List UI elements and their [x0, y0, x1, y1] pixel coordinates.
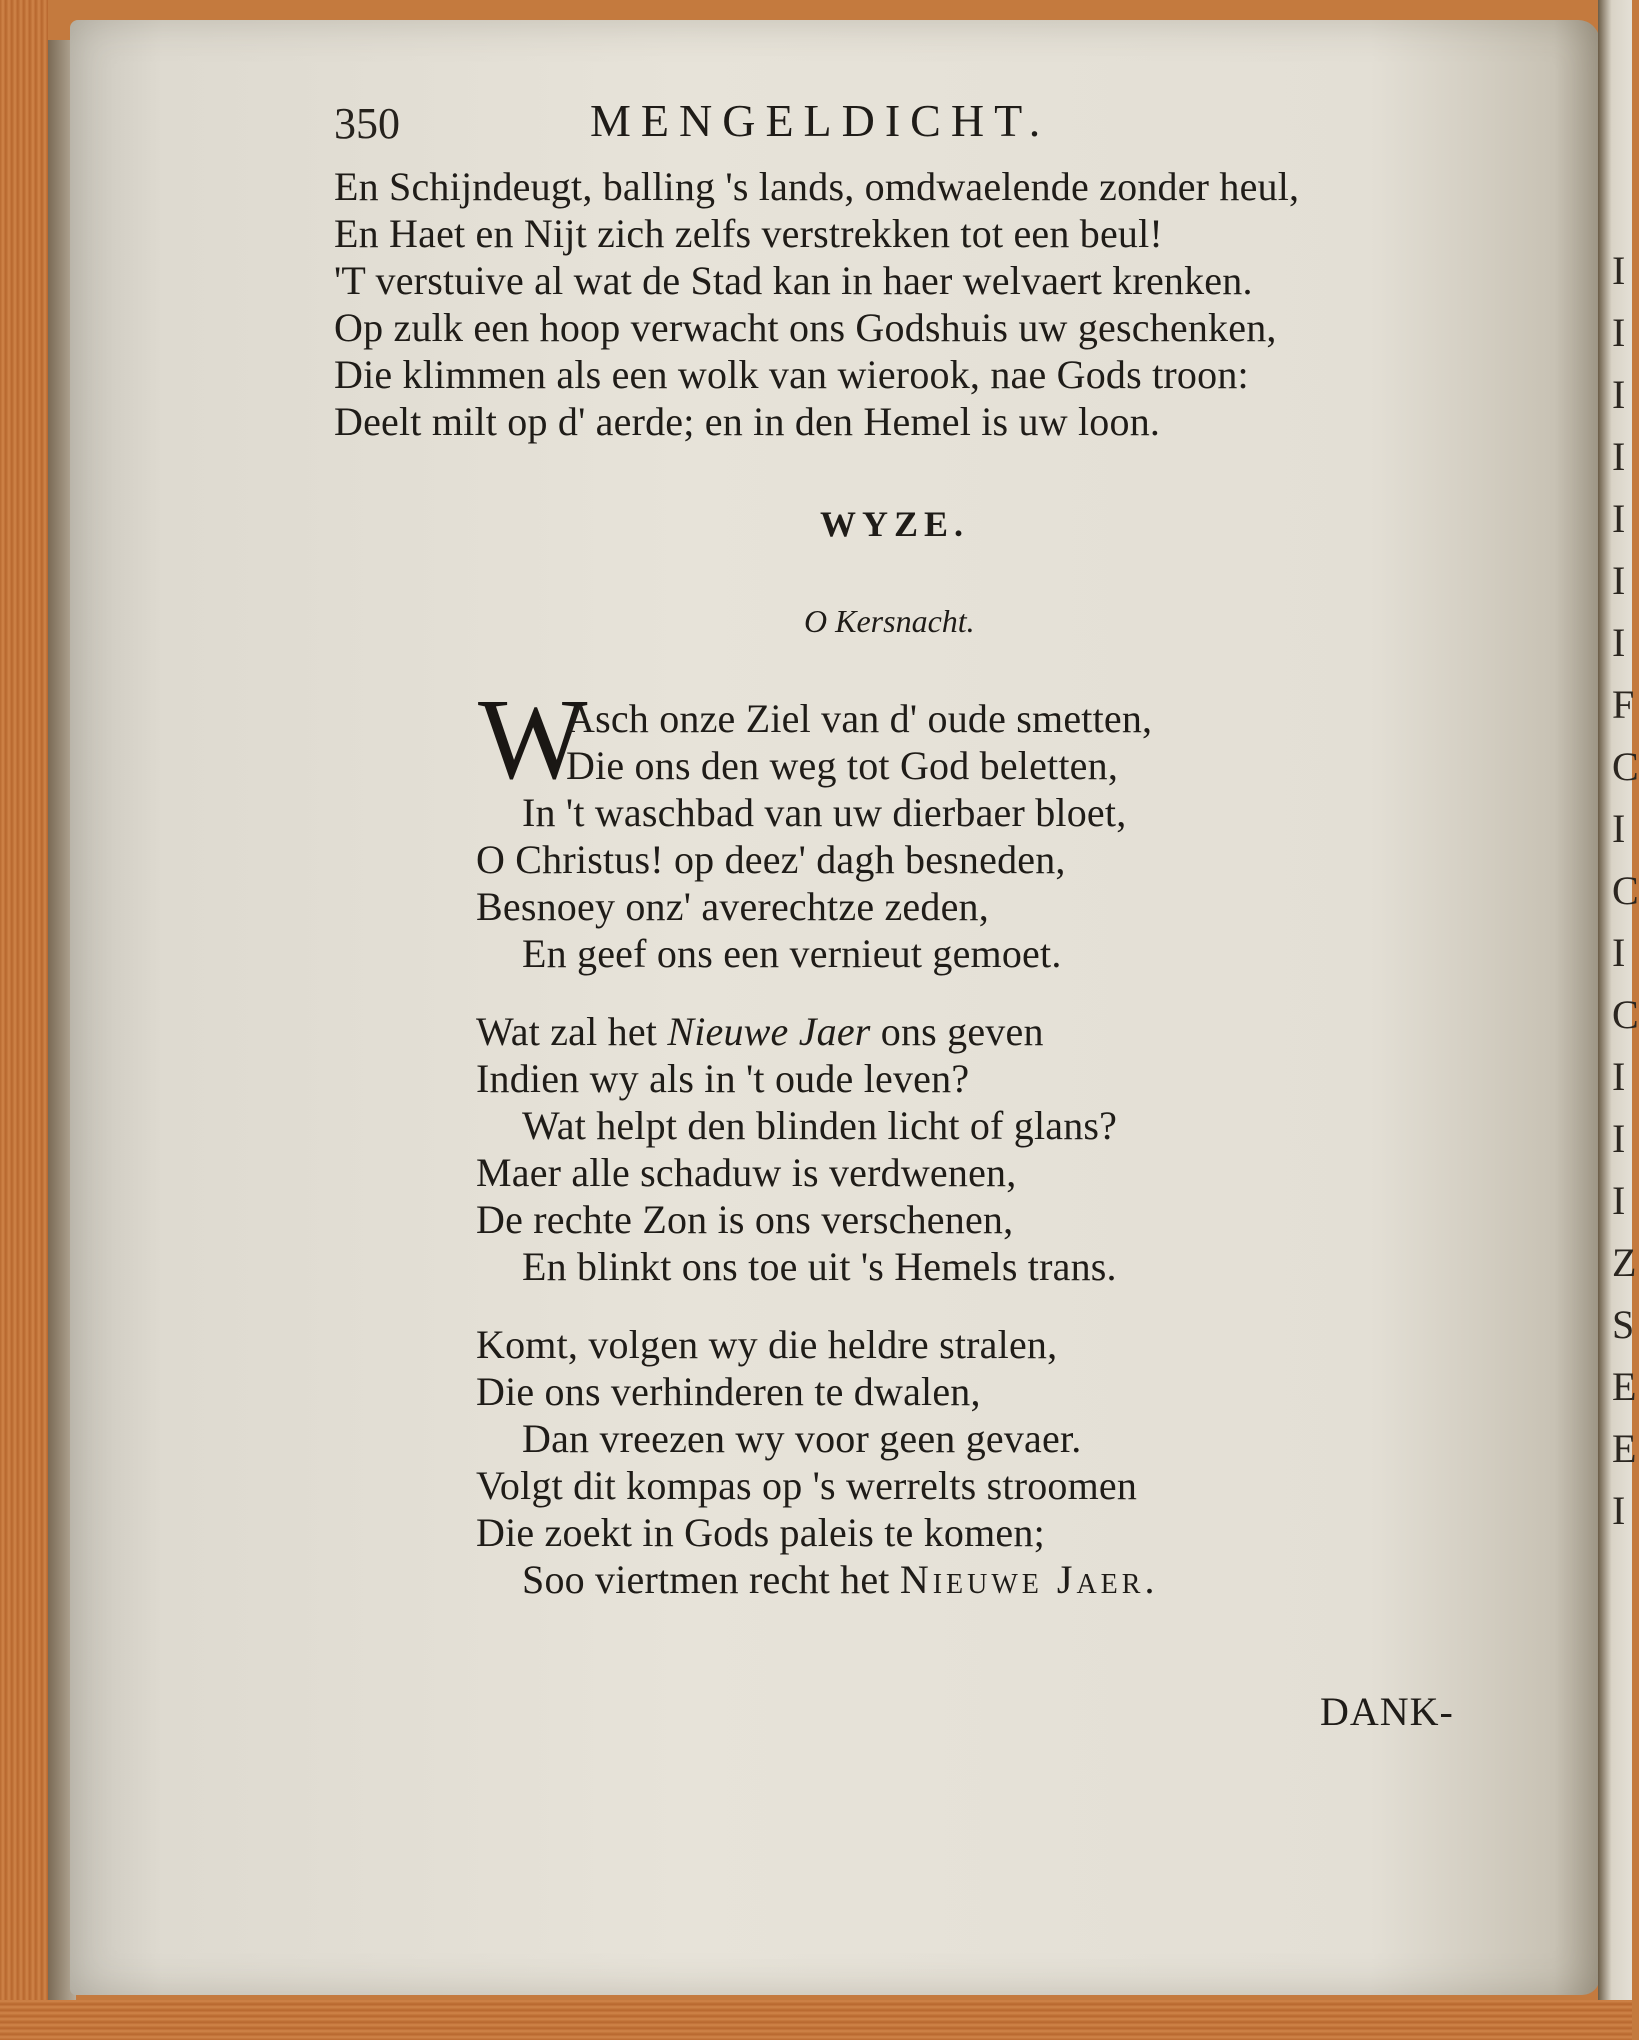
verse-line: De rechte Zon is ons verschenen,: [476, 1197, 1014, 1242]
prose-line: Op zulk een hoop verwacht ons Godshuis uw geschenken,: [334, 305, 1277, 350]
edge-letter: E: [1612, 1364, 1637, 1409]
verse-line: In 't waschbad van uw dierbaer bloet,: [522, 790, 1127, 835]
prose-line: Deelt milt op d' aerde; en in den Hemel is uw loon.: [334, 399, 1161, 444]
edge-letter: I: [1612, 1178, 1626, 1223]
running-title: MENGELDICHT.: [590, 95, 1051, 146]
edge-letter: I: [1612, 248, 1626, 293]
edge-letter: C: [1612, 868, 1639, 913]
verse-line: Die zoekt in Gods paleis te komen;: [476, 1510, 1045, 1555]
verse-line: Asch onze Ziel van d' oude smetten,: [566, 696, 1153, 741]
small-caps-title: Nieuwe Jaer.: [899, 1557, 1159, 1602]
prose-line: En Haet en Nijt zich zelfs verstrekken tot een beul!: [334, 211, 1163, 256]
verse-text: ons geven: [870, 1009, 1044, 1054]
verse-line: Wat helpt den blinden licht of glans?: [522, 1103, 1118, 1148]
edge-letter: I: [1612, 1488, 1626, 1533]
verse-line: Maer alle schaduw is verdwenen,: [476, 1150, 1017, 1195]
italic-title: Nieuwe Jaer: [667, 1009, 871, 1054]
verse-line: O Christus! op deez' dagh besneden,: [476, 837, 1066, 882]
verse-line: [522, 1556, 1158, 1603]
edge-letter: I: [1612, 1116, 1626, 1161]
edge-letter: I: [1612, 372, 1626, 417]
verse-line: Dan vreezen wy voor geen gevaer.: [522, 1416, 1082, 1461]
verse-line: Die ons den weg tot God beletten,: [566, 743, 1119, 788]
edge-letter: I: [1612, 930, 1626, 975]
page-number: 350: [334, 99, 400, 148]
verse-line: Besnoey onz' averechtze zeden,: [476, 884, 989, 929]
edge-letter: I: [1612, 620, 1626, 665]
verse-line: Indien wy als in 't oude leven?: [476, 1056, 970, 1101]
edge-letter: E: [1612, 1426, 1637, 1471]
drop-cap: W: [478, 676, 588, 804]
edge-letter: I: [1612, 434, 1626, 479]
catchword: DANK-: [1320, 1689, 1454, 1734]
edge-letter: I: [1612, 310, 1626, 355]
verse-line: En geef ons een vernieut gemoet.: [522, 931, 1062, 976]
edge-letter: I: [1612, 496, 1626, 541]
edge-letter: I: [1612, 1054, 1626, 1099]
verse-line: Komt, volgen wy die heldre stralen,: [476, 1322, 1058, 1367]
prose-line: 'T verstuive al wat de Stad kan in haer welvaert krenken.: [334, 258, 1253, 303]
prose-line: En Schijndeugt, balling 's lands, omdwaelende zonder heul,: [334, 164, 1300, 209]
edge-letter: C: [1612, 744, 1639, 789]
edge-letter: I: [1612, 806, 1626, 851]
verse-line: Volgt dit kompas op 's werrelts stroomen: [476, 1463, 1138, 1508]
edge-letter: C: [1612, 992, 1639, 1037]
edge-letter: S: [1612, 1302, 1635, 1347]
verse-line: [476, 1008, 1044, 1055]
edge-letter: F: [1612, 682, 1635, 727]
prose-line: Die klimmen als een wolk van wierook, nae Gods troon:: [334, 352, 1249, 397]
tune-name: O Kersnacht.: [804, 603, 975, 639]
verse-line: En blinkt ons toe uit 's Hemels trans.: [522, 1244, 1117, 1289]
song-heading: WYZE.: [820, 504, 970, 544]
edge-letter: I: [1612, 558, 1626, 603]
verse-text: Wat zal het: [476, 1009, 668, 1054]
edge-letter: Z: [1612, 1240, 1637, 1285]
verse-text: Soo viertmen recht het: [522, 1557, 900, 1602]
verse-line: Die ons verhinderen te dwalen,: [476, 1369, 981, 1414]
